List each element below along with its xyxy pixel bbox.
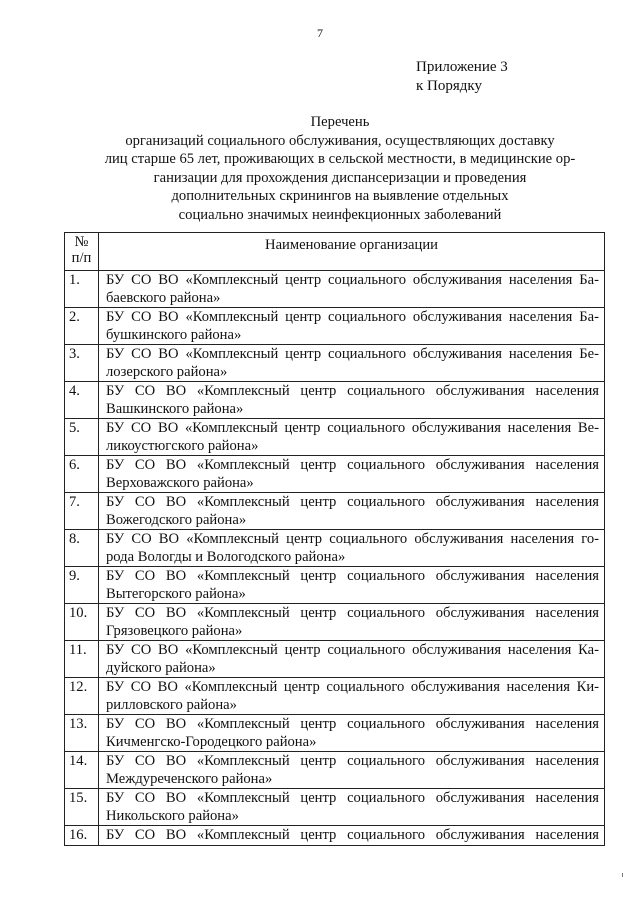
organization-name: [99, 826, 605, 846]
table-header-row: [65, 233, 605, 271]
table-row: [65, 678, 605, 715]
row-number: 7.: [65, 493, 99, 530]
appendix-line-1: Приложение 3: [416, 59, 508, 75]
organization-name-line-1: БУ СО ВО «Комплексный центр социального обслуживания населения Ве-: [106, 420, 599, 436]
title-line-6: социально значимых неинфекционных заболеваний: [178, 206, 502, 223]
organization-name-line-1: БУ СО ВО «Комплексный центр социального обслуживания населения: [106, 383, 599, 399]
row-number: 5.: [65, 419, 99, 456]
organization-name-line-2: дуйского района»: [106, 659, 216, 676]
header-number-sign: №: [74, 234, 89, 250]
row-number: 10.: [65, 604, 99, 641]
organization-name: [99, 789, 605, 826]
organization-name: [99, 752, 605, 789]
organization-name-line-1: БУ СО ВО «Комплексный центр социального обслуживания населения: [106, 457, 599, 473]
organization-name-line-2: баевского района»: [106, 289, 221, 306]
organization-name: [99, 419, 605, 456]
table-row: [65, 641, 605, 678]
organization-name-line-1: БУ СО ВО «Комплексный центр социального обслуживания населения: [106, 753, 599, 769]
organization-name: [99, 678, 605, 715]
title-line-2: организаций социального обслуживания, осуществляющих доставку: [125, 132, 555, 149]
organization-name-line-2: Грязовецкого района»: [106, 622, 243, 639]
table-row: [65, 715, 605, 752]
organization-name-line-1: БУ СО ВО «Комплексный центр социального обслуживания населения Ка-: [106, 642, 599, 658]
title-line-3: лиц старше 65 лет, проживающих в сельской местности, в медицинские ор-: [104, 151, 576, 168]
row-number: 1.: [65, 271, 99, 308]
organization-name-line-2: Вожегодского района»: [106, 511, 247, 528]
organization-name-line-1: БУ СО ВО «Комплексный центр социального обслуживания населения Бе-: [106, 346, 599, 362]
organization-name-line-1: БУ СО ВО «Комплексный центр социального обслуживания населения Ба-: [106, 272, 599, 288]
organization-name: [99, 567, 605, 604]
row-number: 6.: [65, 456, 99, 493]
organization-name: [99, 493, 605, 530]
table-row: [65, 271, 605, 308]
table-row: [65, 789, 605, 826]
table-row: [65, 752, 605, 789]
table-row: [65, 530, 605, 567]
header-number: [65, 233, 99, 271]
title-line-1: Перечень: [310, 114, 370, 130]
table-row: [65, 567, 605, 604]
organization-name-line-2: Междуреченского района»: [106, 770, 273, 787]
organization-name-line-2: Кичменгско-Городецкого района»: [106, 733, 317, 750]
row-number: 15.: [65, 789, 99, 826]
organization-name-line-1: БУ СО ВО «Комплексный центр социального обслуживания населения го-: [106, 531, 599, 547]
organization-name-line-2: рилловского района»: [106, 696, 237, 713]
organization-name-line-1: БУ СО ВО «Комплексный центр социального обслуживания населения Ки-: [106, 679, 599, 695]
row-number: 8.: [65, 530, 99, 567]
table-row: [65, 456, 605, 493]
row-number: 9.: [65, 567, 99, 604]
organization-name-line-2: Никольского района»: [106, 807, 239, 824]
organization-name-line-2: ликоустюгского района»: [106, 437, 259, 454]
row-number: 4.: [65, 382, 99, 419]
title-line-5: дополнительных скринингов на выявление отдельных: [171, 188, 509, 205]
organization-name-line-2: Верховажского района»: [106, 474, 254, 491]
organization-name-line-2: Вашкинского района»: [106, 400, 244, 417]
organization-name-line-2: бушкинского района»: [106, 326, 242, 343]
organization-name: [99, 456, 605, 493]
organization-name: [99, 382, 605, 419]
organization-name-line-1: БУ СО ВО «Комплексный центр социального обслуживания населения Ба-: [106, 309, 599, 325]
scan-edge-mark: [622, 873, 623, 877]
organization-name: [99, 641, 605, 678]
appendix-reference: [416, 58, 508, 96]
organizations-table: [64, 232, 605, 846]
organization-name-line-1: БУ СО ВО «Комплексный центр социального обслуживания населения: [106, 827, 599, 843]
row-number: 2.: [65, 308, 99, 345]
organization-name-line-1: БУ СО ВО «Комплексный центр социального обслуживания населения: [106, 605, 599, 621]
header-number-abbr: п/п: [71, 250, 92, 266]
organization-name-line-1: БУ СО ВО «Комплексный центр социального обслуживания населения: [106, 568, 599, 584]
appendix-line-2: к Порядку: [416, 78, 482, 94]
organization-name: [99, 715, 605, 752]
organization-name: [99, 530, 605, 567]
organization-name: [99, 345, 605, 382]
table-row: [65, 382, 605, 419]
row-number: 11.: [65, 641, 99, 678]
table-row: [65, 604, 605, 641]
table-row: [65, 826, 605, 846]
organization-name: [99, 308, 605, 345]
organization-name: [99, 604, 605, 641]
table-row: [65, 419, 605, 456]
page-number: 7: [317, 26, 323, 40]
organization-name-line-2: рода Вологды и Вологодского района»: [106, 548, 346, 565]
row-number: 14.: [65, 752, 99, 789]
table-row: [65, 493, 605, 530]
table-row: [65, 308, 605, 345]
row-number: 13.: [65, 715, 99, 752]
document-title: [60, 113, 620, 225]
header-organization-name: Наименование организации: [99, 233, 605, 271]
organization-name-line-1: БУ СО ВО «Комплексный центр социального обслуживания населения: [106, 494, 599, 510]
row-number: 12.: [65, 678, 99, 715]
row-number: 3.: [65, 345, 99, 382]
row-number: 16.: [65, 826, 99, 846]
organization-name-line-1: БУ СО ВО «Комплексный центр социального обслуживания населения: [106, 790, 599, 806]
organization-name: [99, 271, 605, 308]
organization-name-line-1: БУ СО ВО «Комплексный центр социального обслуживания населения: [106, 716, 599, 732]
organization-name-line-2: Вытегорского района»: [106, 585, 246, 602]
table-row: [65, 345, 605, 382]
organization-name-line-2: лозерского района»: [106, 363, 228, 380]
title-line-4: ганизации для прохождения диспансеризации и проведения: [153, 169, 527, 186]
